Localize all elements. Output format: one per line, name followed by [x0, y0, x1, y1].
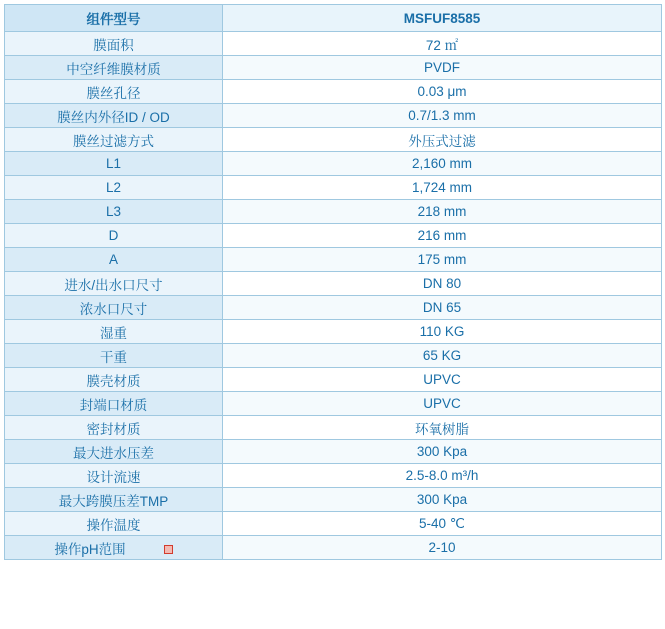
row-value: 0.03 μm [223, 80, 662, 104]
specification-table [4, 4, 662, 560]
table-row [5, 392, 662, 416]
table-row [5, 248, 662, 272]
row-value: 65 KG [223, 344, 662, 368]
table-row [5, 176, 662, 200]
row-value: 环氧树脂 [223, 416, 662, 440]
row-label: L3 [5, 200, 223, 224]
row-value: UPVC [223, 392, 662, 416]
row-value: 218 mm [223, 200, 662, 224]
table-row [5, 104, 662, 128]
row-value: 2,160 mm [223, 152, 662, 176]
row-label: 最大跨膜压差TMP [5, 488, 223, 512]
row-label-ph [5, 536, 223, 560]
row-value: 5-40 ℃ [223, 512, 662, 536]
specification-table-body [5, 5, 662, 560]
row-label: D [5, 224, 223, 248]
table-row [5, 320, 662, 344]
row-value: 外压式过滤 [223, 128, 662, 152]
row-label: L1 [5, 152, 223, 176]
row-label: 最大进水压差 [5, 440, 223, 464]
row-label: 中空纤维膜材质 [5, 56, 223, 80]
row-label: 组件型号 [5, 5, 223, 32]
row-value: 1,724 mm [223, 176, 662, 200]
row-label: 膜丝过滤方式 [5, 128, 223, 152]
row-label: 操作温度 [5, 512, 223, 536]
row-value: 2-10 [223, 536, 662, 560]
table-row [5, 416, 662, 440]
row-label: 膜丝内外径ID / OD [5, 104, 223, 128]
row-label: L2 [5, 176, 223, 200]
table-row [5, 5, 662, 32]
row-value: PVDF [223, 56, 662, 80]
table-row [5, 368, 662, 392]
row-label: A [5, 248, 223, 272]
row-label: 干重 [5, 344, 223, 368]
row-value: 0.7/1.3 mm [223, 104, 662, 128]
table-row [5, 32, 662, 56]
table-row [5, 464, 662, 488]
row-value: 72 ㎡ [223, 32, 662, 56]
row-value: 216 mm [223, 224, 662, 248]
row-label: 湿重 [5, 320, 223, 344]
row-label: 操作pH范围 [54, 541, 126, 557]
row-value: 2.5-8.0 m³/h [223, 464, 662, 488]
row-value: 300 Kpa [223, 488, 662, 512]
row-value: 300 Kpa [223, 440, 662, 464]
row-label: 膜面积 [5, 32, 223, 56]
table-row [5, 344, 662, 368]
table-row [5, 272, 662, 296]
row-label: 膜壳材质 [5, 368, 223, 392]
row-label: 密封材质 [5, 416, 223, 440]
table-row [5, 296, 662, 320]
row-value: 175 mm [223, 248, 662, 272]
red-marker-icon [164, 545, 173, 554]
table-row [5, 200, 662, 224]
table-row [5, 488, 662, 512]
table-row [5, 440, 662, 464]
row-value: MSFUF8585 [223, 5, 662, 32]
row-value: DN 65 [223, 296, 662, 320]
row-label: 封端口材质 [5, 392, 223, 416]
table-row [5, 512, 662, 536]
table-row [5, 224, 662, 248]
table-row [5, 56, 662, 80]
row-value: UPVC [223, 368, 662, 392]
row-value: 110 KG [223, 320, 662, 344]
table-row [5, 152, 662, 176]
table-row [5, 80, 662, 104]
table-row [5, 536, 662, 560]
row-label: 设计流速 [5, 464, 223, 488]
row-label: 进水/出水口尺寸 [5, 272, 223, 296]
row-label: 膜丝孔径 [5, 80, 223, 104]
row-value: DN 80 [223, 272, 662, 296]
row-label: 浓水口尺寸 [5, 296, 223, 320]
table-row [5, 128, 662, 152]
